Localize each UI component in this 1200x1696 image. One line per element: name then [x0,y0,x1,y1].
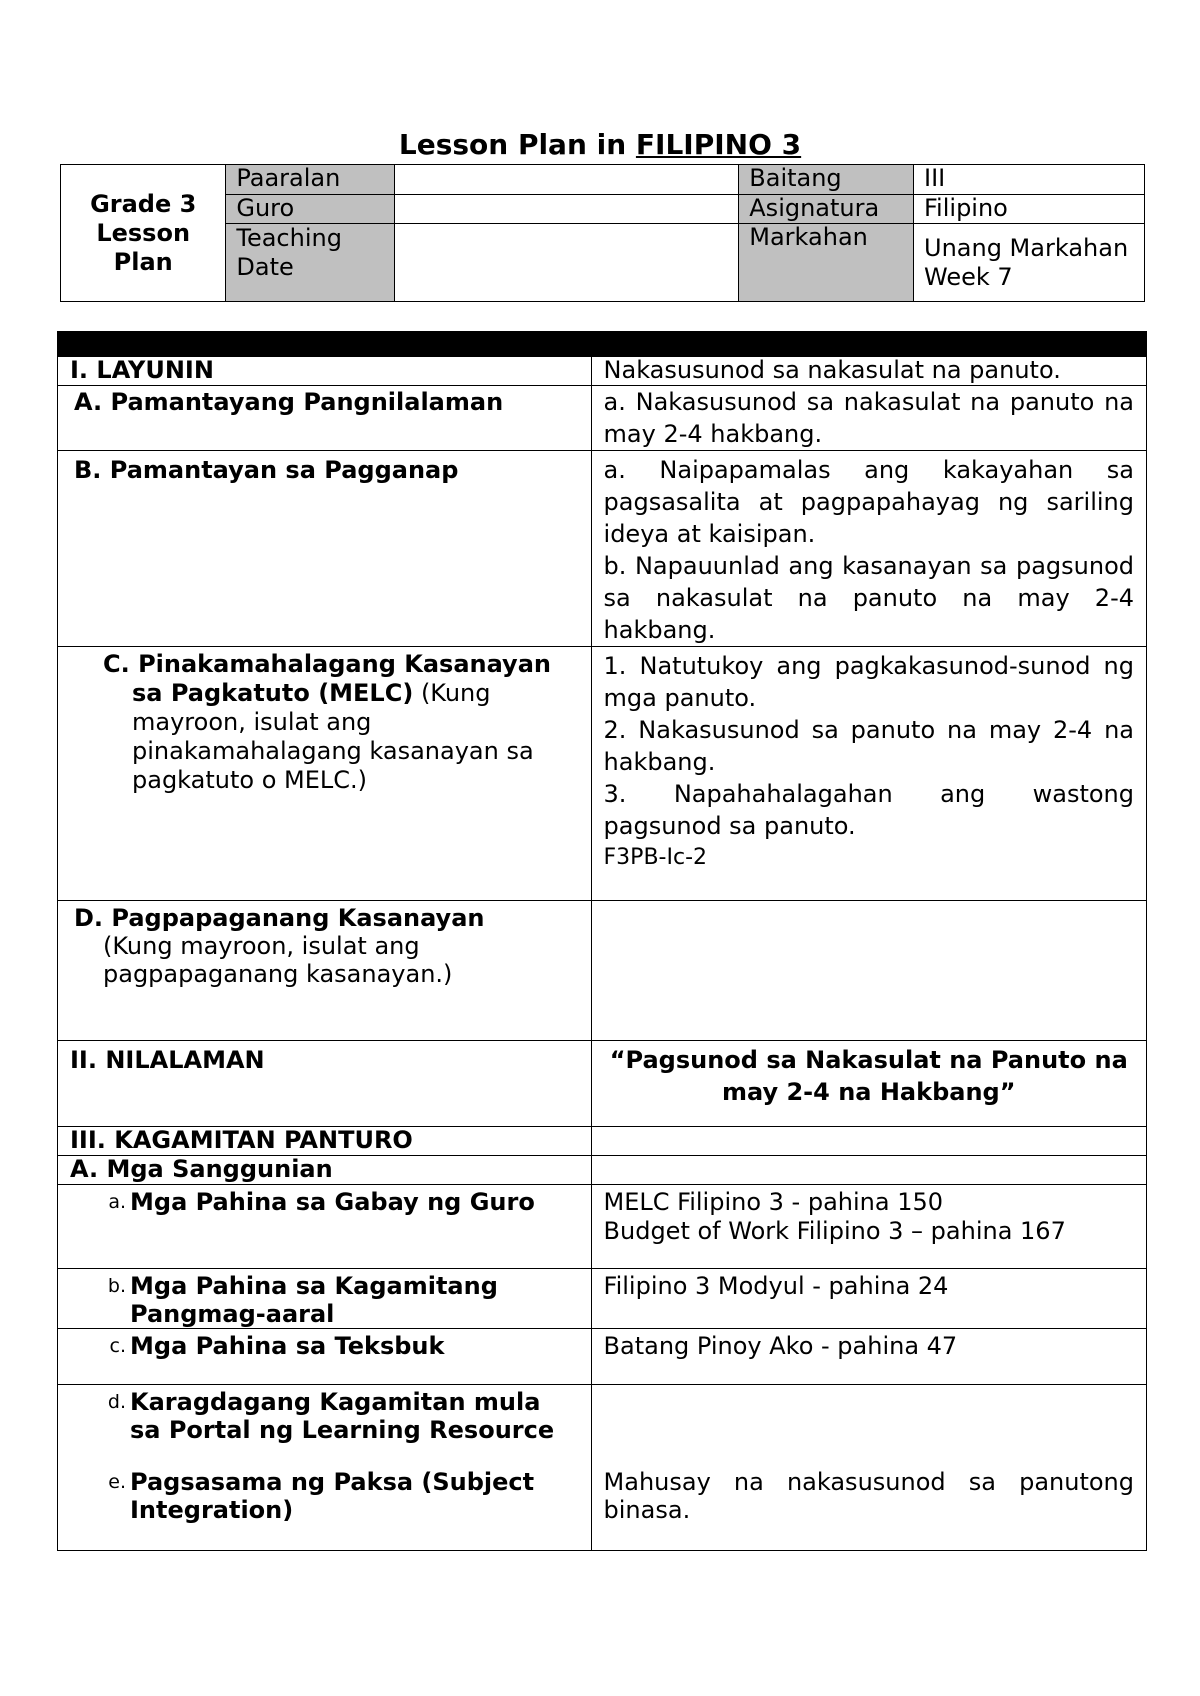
gabay-guro-label: a. Mga Pahina sa Gabay ng Guro [58,1185,592,1269]
nilalaman-label: II. NILALAMAN [58,1041,592,1127]
pagpapaganang-kasanayan-label: D. Pagpapaganang Kasanayan (Kung mayroon, isulat ang pagpapaganang kasanayan.) [58,901,592,1041]
portal-subject-integration-label: d. Karagdagang Kagamitan mula sa Portal ng Learning Resource e. Pagsasama ng Paksa (Subject Integration) [58,1385,592,1551]
row-nilalaman [58,1041,1147,1127]
title-subject: FILIPINO 3 [635,128,802,161]
sanggunian-value [591,1156,1146,1185]
sanggunian-label: A. Mga Sanggunian [58,1156,592,1185]
layunin-label: I. LAYUNIN [58,357,592,386]
teaching-date-value [395,224,739,302]
page-title [0,128,1200,161]
teaching-date-label: Teaching Date [226,224,395,302]
paaralan-value [395,165,739,195]
pamantayan-pagganap-label: B. Pamantayan sa Pagganap [58,451,592,647]
markahan-label: Markahan [739,224,914,302]
asignatura-label: Asignatura [739,194,914,224]
row-sanggunian [58,1156,1147,1185]
pamantayan-pagganap-value: a. Naipapamalas ang kakayahan sa pagsasalita at pagpapahayag ng sariling ideya at kaisipan. b. Napauunlad ang kasanayan sa pagsunod sa nakasulat na panuto na may 2-4 hakbang. [591,451,1146,647]
grade-label: Grade 3 Lesson Plan [61,165,226,302]
pamantayang-pangnilalaman-value: a. Nakasusunod sa nakasulat na panuto na may 2-4 hakbang. [591,386,1146,451]
header-info-table [60,164,1145,302]
kagamitan-label: III. KAGAMITAN PANTURO [58,1127,592,1156]
paaralan-label: Paaralan [226,165,395,195]
row-pamantayang-pangnilalaman [58,386,1147,451]
row-teksbuk [58,1329,1147,1385]
row-layunin [58,357,1147,386]
guro-value [395,194,739,224]
kagamitan-value [591,1127,1146,1156]
melc-label: C. Pinakamahalagang Kasanayan sa Pagkatuto (MELC) (Kung mayroon, isulat ang pinakamahalagang kasanayan sa pagkatuto o MELC.) [58,647,592,901]
melc-code: F3PB-Ic-2 [603,845,707,870]
teksbuk-label: c. Mga Pahina sa Teksbuk [58,1329,592,1385]
nilalaman-value: “Pagsunod sa Nakasulat na Panuto na may 2-4 na Hakbang” [591,1041,1146,1127]
guro-label: Guro [226,194,395,224]
pamantayang-pangnilalaman-label: A. Pamantayang Pangnilalaman [58,386,592,451]
markahan-value: Unang Markahan Week 7 [914,224,1145,302]
lesson-plan-table [57,331,1147,1551]
header-bar [58,332,1147,357]
baitang-label: Baitang [739,165,914,195]
asignatura-value: Filipino [914,194,1145,224]
portal-subject-integration-value: Mahusay na nakasusunod sa panutong binasa. [591,1385,1146,1551]
row-gabay-guro [58,1185,1147,1269]
kagamitang-pangmag-aaral-label: b. Mga Pahina sa Kagamitang Pangmag-aaral [58,1269,592,1329]
layunin-value: Nakasusunod sa nakasulat na panuto. [591,357,1146,386]
row-portal-subject-integration [58,1385,1147,1551]
row-kagamitang-pangmag-aaral [58,1269,1147,1329]
teksbuk-value: Batang Pinoy Ako - pahina 47 [591,1329,1146,1385]
title-prefix: Lesson Plan in [398,128,636,161]
row-melc [58,647,1147,901]
row-pamantayan-pagganap [58,451,1147,647]
gabay-guro-value: MELC Filipino 3 - pahina 150 Budget of Work Filipino 3 – pahina 167 [591,1185,1146,1269]
pagpapaganang-kasanayan-value [591,901,1146,1041]
row-pagpapaganang-kasanayan [58,901,1147,1041]
row-kagamitan [58,1127,1147,1156]
baitang-value: III [914,165,1145,195]
kagamitang-pangmag-aaral-value: Filipino 3 Modyul - pahina 24 [591,1269,1146,1329]
melc-value: 1. Natutukoy ang pagkakasunod-sunod ng mga panuto. 2. Nakasusunod sa panuto na may 2-4 na hakbang. 3. Napahahalagahan ang wastong pagsunod sa panuto. F3PB-Ic-2 [591,647,1146,901]
